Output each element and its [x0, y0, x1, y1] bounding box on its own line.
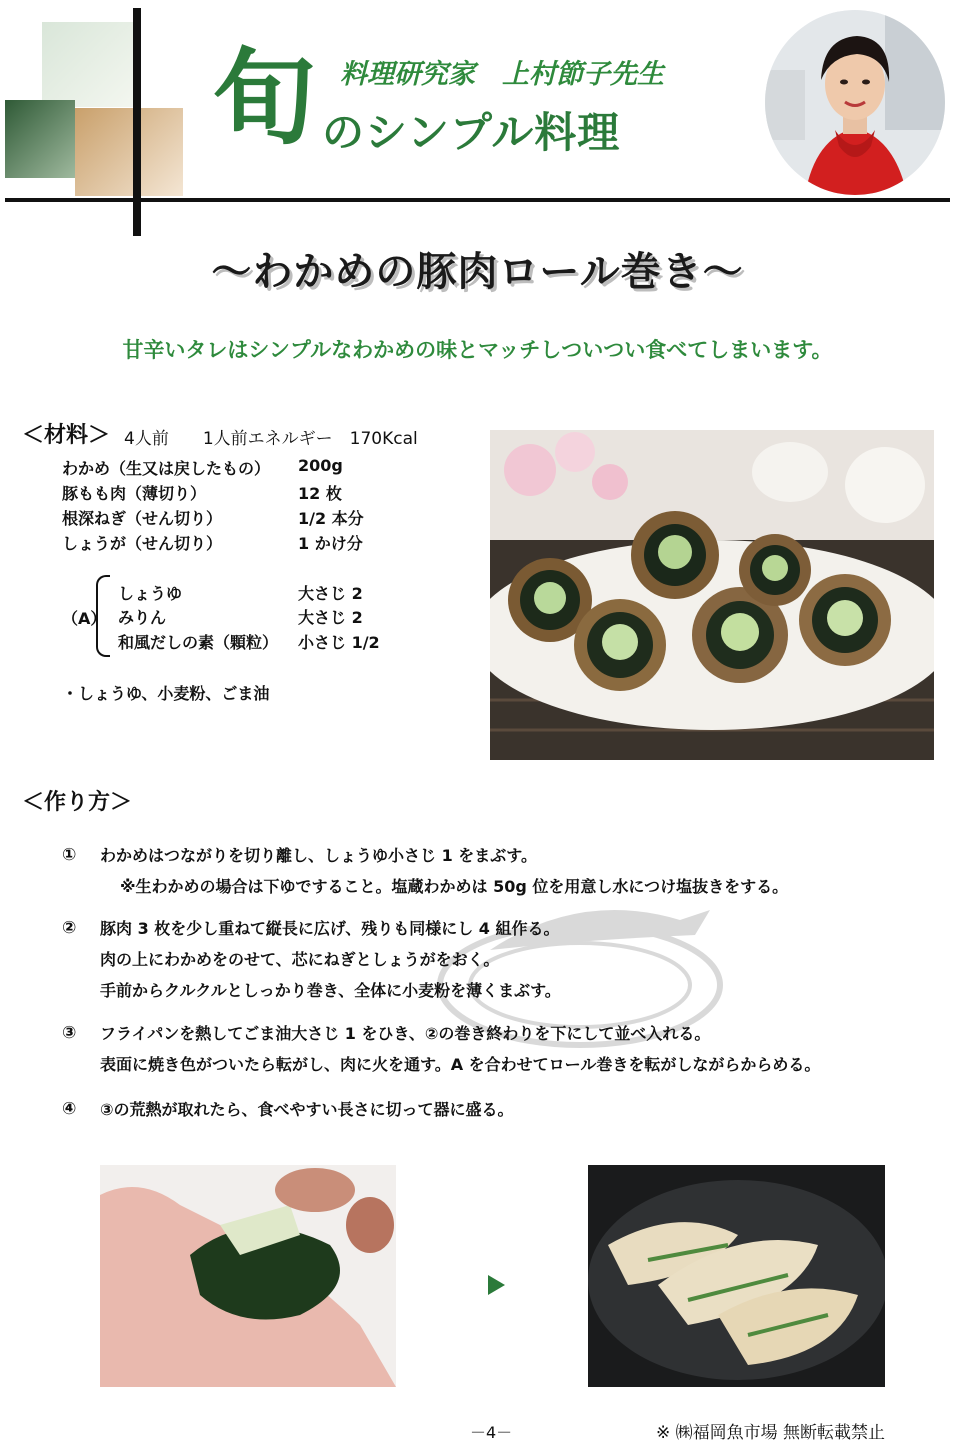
dish-tagline: 甘辛いタレはシンプルなわかめの味とマッチしついつい食べてしまいます。	[122, 338, 833, 362]
step-line: 表面に焼き色がついたら転がし、肉に火を通す。A を合わせてロール巻きを転がしながらからめる。	[100, 1055, 821, 1074]
sauce-group-label: （A）	[62, 609, 107, 628]
header-decoration-square	[75, 108, 183, 196]
chef-portrait-photo	[765, 10, 945, 195]
header-big-character: 旬	[212, 36, 317, 159]
ingredient-name: みりん	[118, 608, 167, 627]
step-number: ②	[62, 918, 77, 938]
step-number: ①	[62, 845, 77, 865]
ingredient-name: 和風だしの素（顆粒）	[118, 633, 279, 652]
page-number: －4－	[470, 1423, 513, 1442]
step-line: 手前からクルクルとしっかり巻き、全体に小麦粉を薄くまぶす。	[100, 981, 561, 1000]
copyright-note: ※ ㈱福岡魚市場 無断転載禁止	[656, 1423, 886, 1443]
ingredient-name: 豚もも肉（薄切り）	[62, 484, 207, 503]
sauce-group-brace	[96, 575, 110, 657]
ingredient-name: わかめ（生又は戻したもの）	[62, 459, 271, 478]
ingredients-heading: ＜材料＞	[22, 423, 111, 448]
header-decoration-square	[5, 100, 75, 178]
method-heading: ＜作り方＞	[22, 790, 133, 815]
ingredient-amount: 200g	[298, 456, 343, 475]
chef-name: 料理研究家 上村節子先生	[340, 59, 664, 90]
step-number: ④	[62, 1099, 77, 1119]
rolling-step-photo	[100, 1165, 396, 1387]
step-number: ③	[62, 1023, 77, 1043]
ingredients-servings-energy: 4人前 1人前エネルギー 170Kcal	[124, 429, 418, 449]
step-line: わかめはつながりを切り離し、しょうゆ小さじ 1 をまぶす。	[100, 846, 537, 865]
step-line: 豚肉 3 枚を少し重ねて縦長に広げ、残りも同様にし 4 組作る。	[100, 919, 560, 938]
ingredient-name: しょうが（せん切り）	[62, 534, 223, 553]
ingredient-amount: 12 枚	[298, 484, 342, 503]
frying-step-photo	[588, 1165, 885, 1387]
header-horizontal-rule	[5, 198, 950, 202]
ingredient-amount: 1/2 本分	[298, 509, 364, 528]
step-line: 肉の上にわかめをのせて、芯にねぎとしょうがをおく。	[100, 950, 500, 969]
ingredient-amount: 1 かけ分	[298, 534, 363, 553]
ingredient-amount: 大さじ 2	[298, 608, 363, 627]
ingredient-amount: 小さじ 1/2	[298, 633, 380, 652]
series-title: のシンプル料理	[322, 108, 621, 157]
ingredient-amount: 大さじ 2	[298, 584, 363, 603]
finished-dish-photo	[490, 430, 934, 760]
step-line: ③の荒熱が取れたら、食べやすい長さに切って器に盛る。	[100, 1100, 514, 1119]
header-decoration-square	[42, 22, 137, 107]
step-line: フライパンを熱してごま油大さじ 1 をひき、②の巻き終わりを下にして並べ入れる。	[100, 1024, 711, 1043]
ingredient-name: 根深ねぎ（せん切り）	[62, 509, 223, 528]
extra-ingredients: ・しょうゆ、小麦粉、ごま油	[62, 684, 270, 703]
step-note: ※生わかめの場合は下ゆですること。塩蔵わかめは 50g 位を用意し水につけ塩抜きをする。	[120, 877, 789, 896]
arrow-right-icon	[488, 1275, 505, 1295]
ingredient-name: しょうゆ	[118, 584, 183, 603]
dish-title: ～わかめの豚肉ロール巻き～	[211, 249, 744, 295]
